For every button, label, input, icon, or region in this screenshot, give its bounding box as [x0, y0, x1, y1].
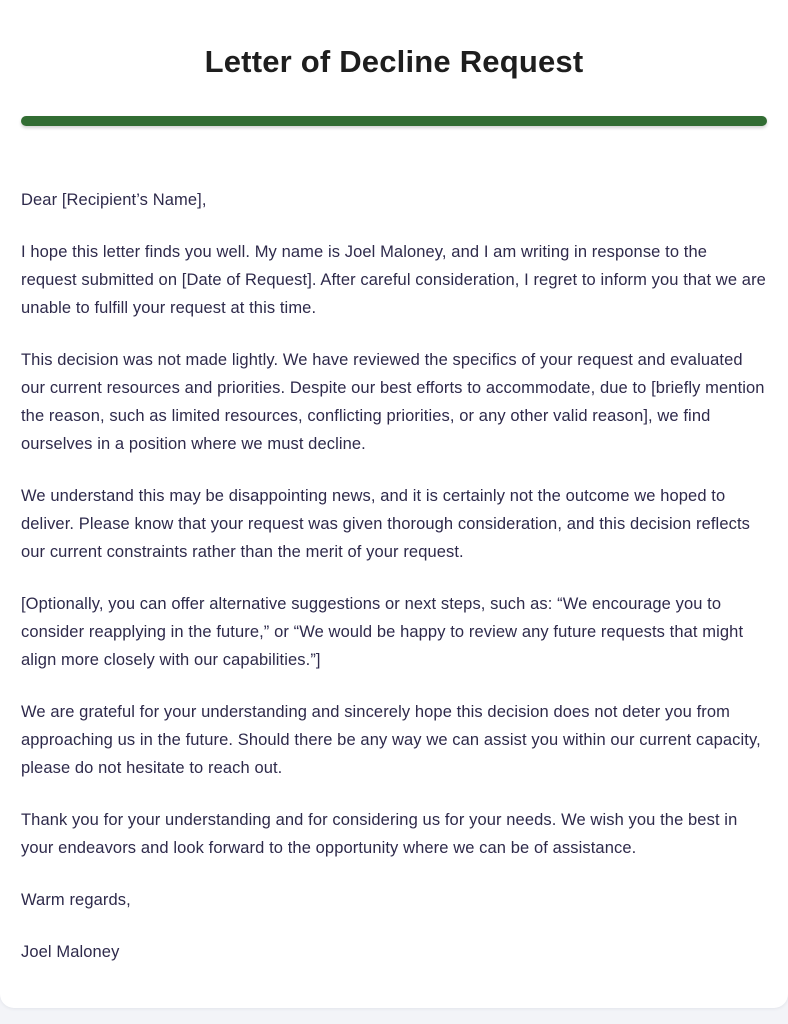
letter-paragraph-closing: Warm regards, — [21, 891, 131, 909]
page-title: Letter of Decline Request — [204, 44, 584, 79]
letter-paragraph: We understand this may be disappointing news, and it is certainly not the outcome we hoped to deliver. Please know that your request was given thorough consideration, and this decision reflects our current constraints rather than the merit of your request. — [21, 487, 750, 561]
letter-paragraph: I hope this letter finds you well. My name is Joel Maloney, and I am writing in response to the request submitted on [Date of Request]. After careful consideration, I regret to inform you that we are unable to fulfill your request at this time. — [21, 243, 766, 317]
title-divider — [21, 116, 767, 126]
letter-paragraph: Thank you for your understanding and for considering us for your needs. We wish you the best in your endeavors and look forward to the opportunity where we can be of assistance. — [21, 811, 738, 857]
letter-paragraph: We are grateful for your understanding and sincerely hope this decision does not deter you from approaching us in the future. Should there be any way we can assist you within our current capacity, please do not hesitate to reach out. — [21, 703, 761, 777]
letter-paragraph-salutation: Dear [Recipient’s Name], — [21, 191, 207, 209]
letter-body — [21, 186, 767, 966]
letter-paragraph: This decision was not made lightly. We have reviewed the specifics of your request and evaluated our current resources and priorities. Despite our best efforts to accommodate, due to [briefly mention the reason, such as limited resources, conflicting priorities, or any other valid reason], we find ourselves in a position where we must decline. — [21, 351, 765, 453]
letter-paragraph: [Optionally, you can offer alternative suggestions or next steps, such as: “We encourage you to consider reapplying in the future,” or “We would be happy to review any future requests that might align more closely with our capabilities.”] — [21, 595, 744, 669]
letter-paragraph-signature: Joel Maloney — [21, 943, 120, 961]
